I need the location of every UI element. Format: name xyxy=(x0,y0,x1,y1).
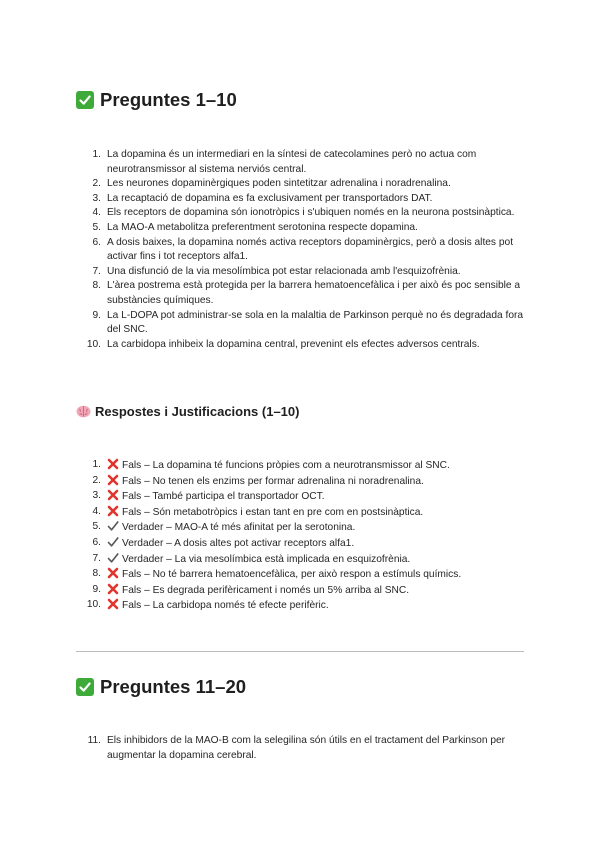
item-number: 8. xyxy=(92,568,101,580)
question-text: A dosis baixes, la dopamina només activa receptors dopaminèrgics, però a dosis altes pot activar fins i tot receptors alfa1. xyxy=(107,236,514,263)
question-item xyxy=(84,279,534,308)
heading-preguntes-11-20 xyxy=(76,676,246,698)
answer-item xyxy=(84,536,534,552)
cross-mark-icon xyxy=(107,567,119,579)
answer-item xyxy=(84,489,534,505)
question-item xyxy=(84,236,534,265)
heavy-check-icon xyxy=(107,552,119,564)
question-text: La carbidopa inhibeix la dopamina central, prevenint els efectes adversos centrals. xyxy=(107,338,480,350)
answer-text: Verdader – A dosis altes pot activar receptors alfa1. xyxy=(122,537,355,549)
item-number: 4. xyxy=(92,505,101,517)
item-number: 1. xyxy=(92,459,101,470)
item-number: 3. xyxy=(92,192,101,204)
cross-mark-icon xyxy=(107,598,119,610)
question-item xyxy=(84,265,534,280)
question-item xyxy=(84,148,534,177)
answer-item xyxy=(84,567,534,583)
heading-text: Preguntes 1–10 xyxy=(100,89,237,110)
item-number: 10. xyxy=(86,599,101,611)
answer-text: Verdader – La via mesolímbica està implicada en esquizofrènia. xyxy=(122,553,411,565)
answer-item xyxy=(84,552,534,568)
question-text: Els receptors de dopamina són ionotròpics i s'ubiquen només en la neurona postsinàptica. xyxy=(107,207,515,219)
question-text: L'àrea postrema està protegida per la barrera hematoencefàlica i per això és poc sensible a substàncies químiques. xyxy=(107,280,521,306)
item-number: 10. xyxy=(86,338,101,350)
answer-text: Fals – No tenen els enzims per formar adrenalina ni noradrenalina. xyxy=(122,475,424,487)
item-number: 6. xyxy=(92,236,101,248)
question-item xyxy=(84,221,534,236)
item-number: 8. xyxy=(92,280,101,292)
heading-preguntes-1-10 xyxy=(76,89,237,111)
answer-item xyxy=(84,505,534,521)
item-number: 9. xyxy=(92,583,101,595)
answer-item xyxy=(84,598,534,614)
question-text: Els inhibidors de la MAO-B com la selegilina són útils en el tractament del Parkinson per augmentar la dopamina cerebral. xyxy=(107,735,506,761)
question-item xyxy=(84,192,534,207)
cross-mark-icon xyxy=(107,505,119,517)
section-divider xyxy=(76,651,524,652)
questions-list-11-20 xyxy=(84,734,534,763)
item-number: 5. xyxy=(92,521,101,533)
item-number: 1. xyxy=(92,149,101,160)
answer-text: Verdader – MAO-A té més afinitat per la serotonina. xyxy=(122,522,356,534)
item-number: 2. xyxy=(92,178,101,190)
heading-text: Respostes i Justificacions (1–10) xyxy=(95,404,300,419)
answer-text: Fals – Es degrada perifèricament i només un 5% arriba al SNC. xyxy=(122,584,410,596)
question-item xyxy=(84,338,534,353)
cross-mark-icon xyxy=(107,583,119,595)
answer-item xyxy=(84,474,534,490)
question-item xyxy=(84,309,534,338)
heading-respostes xyxy=(76,404,299,419)
item-number: 5. xyxy=(92,221,101,233)
item-number: 4. xyxy=(92,207,101,219)
answer-text: Fals – També participa el transportador OCT. xyxy=(122,491,325,503)
question-item xyxy=(84,734,534,763)
answer-text: Fals – La dopamina té funcions pròpies com a neurotransmissor al SNC. xyxy=(122,460,450,471)
check-mark-icon xyxy=(76,678,94,696)
cross-mark-icon xyxy=(107,489,119,501)
heavy-check-icon xyxy=(107,520,119,532)
answer-item xyxy=(84,583,534,599)
question-item xyxy=(84,206,534,221)
item-number: 2. xyxy=(92,474,101,486)
question-text: La L-DOPA pot administrar-se sola en la malaltia de Parkinson perquè no és degradada fora del SNC. xyxy=(107,309,524,336)
questions-list-1-10 xyxy=(84,148,534,352)
question-text: Una disfunció de la via mesolímbica pot estar relacionada amb l'esquizofrènia. xyxy=(107,265,461,277)
brain-icon xyxy=(76,405,91,418)
answer-text: Fals – La carbidopa només té efecte perifèric. xyxy=(122,600,329,612)
answer-text: Fals – No té barrera hematoencefàlica, per això respon a estímuls químics. xyxy=(122,569,462,581)
question-text: Les neurones dopaminèrgiques poden sintetitzar adrenalina i noradrenalina. xyxy=(107,178,451,190)
question-text: La recaptació de dopamina es fa exclusivament per transportadors DAT. xyxy=(107,192,433,204)
question-item xyxy=(84,177,534,192)
item-number: 6. xyxy=(92,536,101,548)
question-text: La MAO-A metabolitza preferentment serotonina respecte dopamina. xyxy=(107,221,418,233)
check-mark-icon xyxy=(76,91,94,109)
question-text: La dopamina és un intermediari en la síntesi de catecolamines però no actua com neurotransmissor al sistema nerviós central. xyxy=(107,149,477,175)
item-number: 3. xyxy=(92,490,101,502)
answer-item xyxy=(84,520,534,536)
item-number: 11. xyxy=(87,735,101,746)
answer-text: Fals – Són metabotròpics i estan tant en pre com en postsinàptica. xyxy=(122,506,424,518)
item-number: 9. xyxy=(92,309,101,321)
cross-mark-icon xyxy=(107,458,119,470)
heavy-check-icon xyxy=(107,536,119,548)
answer-item xyxy=(84,458,534,474)
answers-list-1-10 xyxy=(84,458,534,614)
item-number: 7. xyxy=(92,265,101,277)
heading-text: Preguntes 11–20 xyxy=(100,676,247,697)
item-number: 7. xyxy=(92,552,101,564)
cross-mark-icon xyxy=(107,474,119,486)
